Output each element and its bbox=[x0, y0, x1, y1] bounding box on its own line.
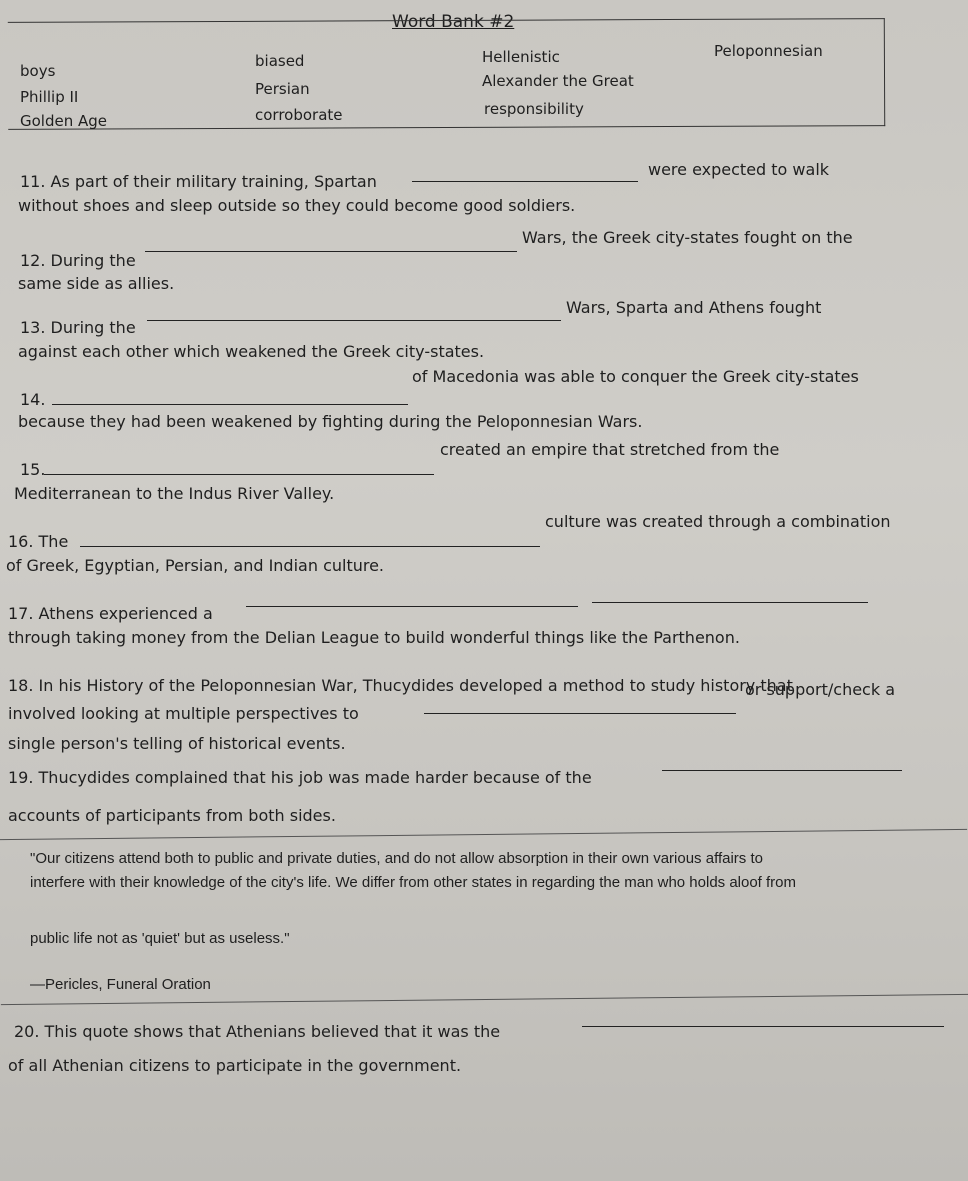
question-16-text: 16. The bbox=[8, 532, 69, 551]
word-bank-item: Phillip II bbox=[20, 88, 79, 106]
word-bank-item: boys bbox=[20, 62, 56, 80]
question-16-line2: of Greek, Egyptian, Persian, and Indian culture. bbox=[6, 556, 385, 575]
question-12-text-cont: Wars, the Greek city-states fought on the bbox=[522, 228, 853, 247]
question-18-line3: single person's telling of historical events. bbox=[8, 734, 346, 753]
word-bank-item: Alexander the Great bbox=[482, 72, 634, 90]
word-bank-item: biased bbox=[255, 52, 305, 70]
question-15-line2: Mediterranean to the Indus River Valley. bbox=[14, 484, 335, 503]
question-18-line1: 18. In his History of the Peloponnesian War, Thucydides developed a method to study history that bbox=[8, 676, 793, 695]
question-15-text-cont: created an empire that stretched from the bbox=[440, 440, 780, 459]
question-11-text: 11. As part of their military training, Spartan bbox=[20, 172, 377, 191]
question-18-text-cont: or support/check a bbox=[745, 680, 896, 699]
question-14-text-cont: of Macedonia was able to conquer the Greek city-states bbox=[412, 367, 859, 386]
word-bank-item: Persian bbox=[255, 80, 310, 98]
question-15-blank[interactable] bbox=[44, 474, 434, 475]
question-11-line2: without shoes and sleep outside so they could become good soldiers. bbox=[18, 196, 576, 215]
question-20-blank[interactable] bbox=[582, 1026, 944, 1027]
question-18-blank[interactable] bbox=[424, 713, 736, 714]
quote-line-2: interfere with their knowledge of the city's life. We differ from other states in regarding the man who holds aloof from bbox=[30, 874, 797, 891]
question-13-line2: against each other which weakened the Greek city-states. bbox=[18, 342, 485, 361]
question-11-blank[interactable] bbox=[412, 181, 638, 182]
question-12-blank[interactable] bbox=[145, 251, 517, 252]
question-17-blank[interactable] bbox=[246, 606, 578, 607]
question-12-line2: same side as allies. bbox=[18, 274, 175, 293]
question-14-text: 14. bbox=[20, 390, 46, 409]
word-bank-item: corroborate bbox=[255, 106, 343, 124]
word-bank-item: Hellenistic bbox=[482, 48, 560, 66]
question-19-text: 19. Thucydides complained that his job was made harder because of the bbox=[8, 768, 592, 787]
question-14-blank[interactable] bbox=[52, 404, 408, 405]
question-19-line2: accounts of participants from both sides. bbox=[8, 806, 336, 825]
question-20-text: 20. This quote shows that Athenians believed that it was the bbox=[14, 1022, 501, 1041]
question-17-text: 17. Athens experienced a bbox=[8, 604, 213, 623]
question-12-text: 12. During the bbox=[20, 251, 136, 270]
question-11-text-cont: were expected to walk bbox=[648, 160, 830, 179]
quote-line-1: "Our citizens attend both to public and private duties, and do not allow absorption in their own various affairs to bbox=[30, 850, 763, 867]
question-13-text-cont: Wars, Sparta and Athens fought bbox=[566, 298, 822, 317]
quote-line-3: public life not as 'quiet' but as useless." bbox=[30, 930, 290, 947]
question-17-line2: through taking money from the Delian League to build wonderful things like the Parthenon. bbox=[8, 628, 740, 647]
question-19-blank[interactable] bbox=[662, 770, 902, 771]
word-bank-item: responsibility bbox=[484, 100, 584, 118]
question-16-text-cont: culture was created through a combination bbox=[545, 512, 891, 531]
question-18-text: involved looking at multiple perspectives to bbox=[8, 704, 359, 723]
quote-attribution: —Pericles, Funeral Oration bbox=[30, 976, 211, 993]
word-bank-title: Word Bank #2 bbox=[392, 12, 515, 32]
question-20-line2: of all Athenian citizens to participate in the government. bbox=[8, 1056, 462, 1075]
word-bank-item: Peloponnesian bbox=[714, 42, 823, 60]
question-13-text: 13. During the bbox=[20, 318, 136, 337]
question-15-text: 15. bbox=[20, 460, 46, 479]
question-17-blank-2[interactable] bbox=[592, 602, 868, 603]
question-16-blank[interactable] bbox=[80, 546, 540, 547]
word-bank-box bbox=[8, 18, 885, 130]
question-14-line2: because they had been weakened by fighting during the Peloponnesian Wars. bbox=[18, 412, 643, 431]
word-bank-item: Golden Age bbox=[20, 112, 108, 130]
question-13-blank[interactable] bbox=[147, 320, 561, 321]
